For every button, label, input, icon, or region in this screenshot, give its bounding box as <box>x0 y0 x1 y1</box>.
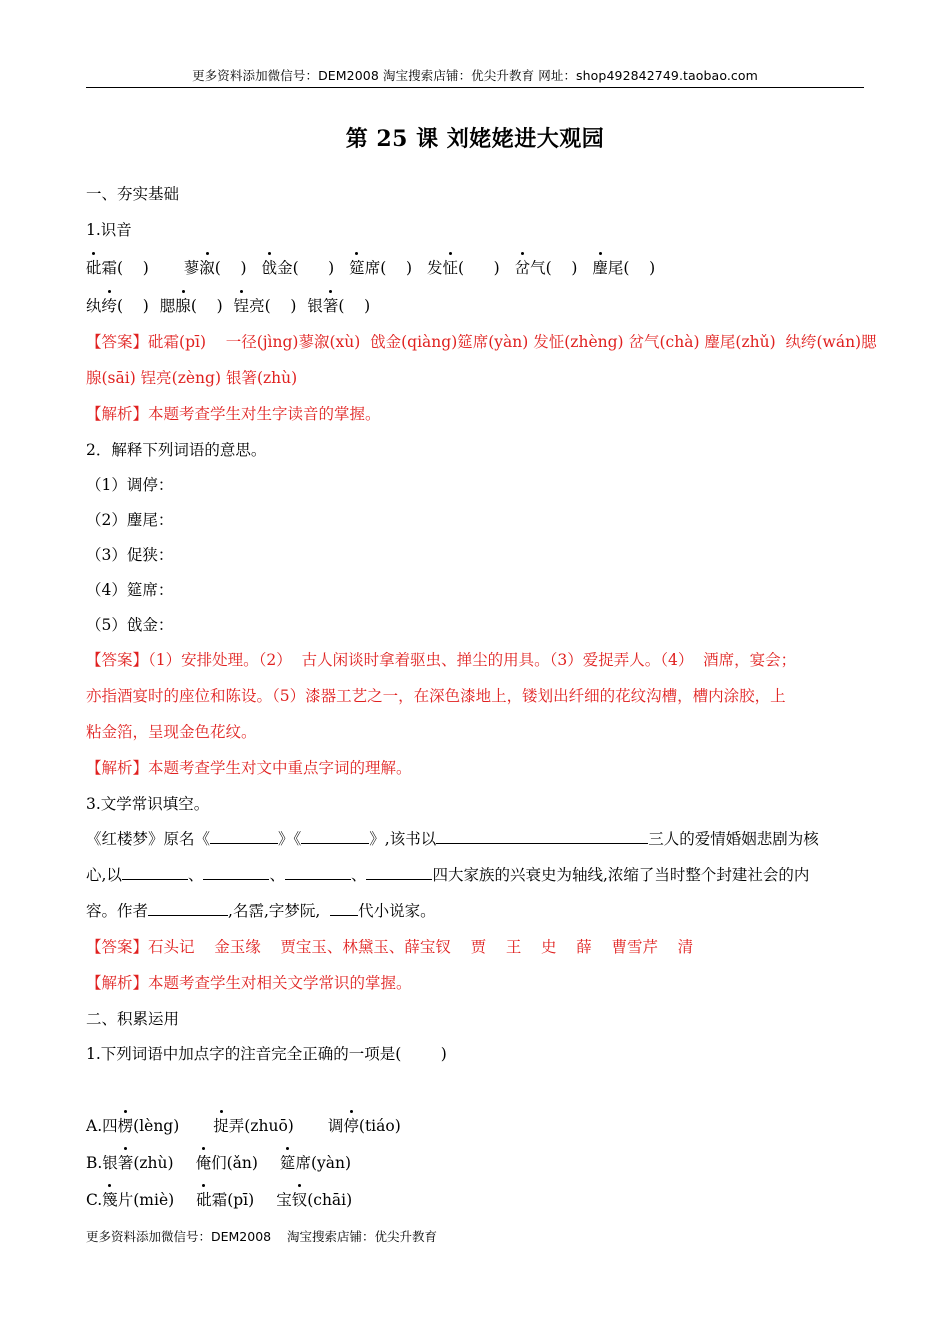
dotted-char: 砒 <box>196 1186 212 1214</box>
option-b[interactable]: B.银箸(zhù) 俺们(ǎn) 筵席(yàn) <box>86 1149 866 1186</box>
analysis-tag: 【解析】 <box>86 974 149 992</box>
fill-blank-line: 心,以 、 、 、 四大家族的兴衰史为轴线,浓缩了当时整个封建社会的内 <box>86 861 866 897</box>
answer-line: 腺(sāi) 锃亮(zèng) 银箸(zhù) <box>86 369 298 387</box>
option-a[interactable]: A.四楞(lèng) 捉弄(zhuō) 调停(tiáo) <box>86 1112 866 1149</box>
answer-line: 【答案】石头记 金玉缘 贾宝玉、林黛玉、薛宝钗 贾 王 史 薛 曹雪芹 清 <box>86 938 694 956</box>
blank[interactable] <box>366 863 432 880</box>
pinyin-row-2 <box>86 292 866 328</box>
word-item: 发怔( ) <box>427 259 500 277</box>
dotted-char: 钗 <box>292 1186 308 1214</box>
word-item: 筵席( ) <box>349 259 412 277</box>
word-item: 银箸( ) <box>307 297 370 315</box>
dotted-char: 箸 <box>118 1149 134 1177</box>
blank[interactable] <box>301 827 369 844</box>
dotted-char: 捉 <box>213 1112 229 1140</box>
pinyin-row-1 <box>86 254 866 290</box>
definition-item: （1）调停： <box>86 476 174 494</box>
dotted-char: 溆 <box>199 254 215 282</box>
word-item: 纨绔( ) <box>86 297 149 315</box>
word-item: 锃亮( ) <box>234 297 297 315</box>
analysis-tag: 【解析】 <box>86 759 149 777</box>
word-item: 蓼溆( ) <box>184 259 247 277</box>
dotted-char: 麈 <box>592 254 608 282</box>
dotted-char: 腺 <box>175 292 191 320</box>
analysis-line: 【解析】本题考查学生对相关文学常识的掌握。 <box>86 974 412 992</box>
blank[interactable] <box>210 827 278 844</box>
page-header: 更多资料添加微信号：DEM2008 淘宝搜索店铺：优尖升教育 网址：shop492842749.taobao.com <box>192 68 758 83</box>
answer-line: 【答案】（1）安排处理。（2） 古人闲谈时拿着驱虫、掸尘的用具。（3）爱捉弄人。（4） 酒席，宴会； <box>86 651 797 669</box>
dotted-char: 俺 <box>196 1149 212 1177</box>
dotted-char: 绔 <box>102 292 118 320</box>
blank[interactable] <box>122 863 188 880</box>
blank[interactable] <box>148 899 228 916</box>
question-title: 1.下列词语中加点字的注音完全正确的一项是( ) <box>86 1045 447 1063</box>
section-heading: 一、夯实基础 <box>86 185 180 203</box>
page-footer: 更多资料添加微信号：DEM2008 淘宝搜索店铺：优尖升教育 <box>86 1229 438 1244</box>
question-title: 1.识音 <box>86 221 132 239</box>
answer-tag: 【答案】 <box>86 333 149 351</box>
dotted-char: 锃 <box>234 292 250 320</box>
dotted-char: 戗 <box>262 254 278 282</box>
blank[interactable] <box>436 827 648 844</box>
dotted-char: 岔 <box>515 254 531 282</box>
header-divider <box>86 87 864 88</box>
section-heading: 二、积累运用 <box>86 1010 180 1028</box>
dotted-char: 箸 <box>323 292 339 320</box>
dotted-char: 停 <box>343 1112 359 1140</box>
answer-line: 亦指酒宴时的座位和陈设。（5）漆器工艺之一，在深色漆地上，镂划出纤细的花纹沟槽，槽内涂胶，上 <box>86 687 786 705</box>
answer-line: 粘金箔，呈现金色花纹。 <box>86 723 257 741</box>
blank[interactable] <box>330 899 358 916</box>
answer-tag: 【答案】 <box>86 938 149 956</box>
dotted-char: 砒 <box>86 254 102 282</box>
blank[interactable] <box>203 863 269 880</box>
dotted-char: 楞 <box>118 1112 134 1140</box>
fill-blank-line: 《红楼梦》原名《 》《 》,该书以 三人的爱情婚姻悲剧为核 <box>86 825 866 861</box>
question-title: 3.文学常识填空。 <box>86 795 210 813</box>
question-title: 2．解释下列词语的意思。 <box>86 441 267 459</box>
definition-item: （5）戗金： <box>86 616 174 634</box>
analysis-line: 【解析】本题考查学生对文中重点字词的理解。 <box>86 759 412 777</box>
definition-item: （2）麈尾： <box>86 511 174 529</box>
option-c[interactable]: C.篾片(miè) 砒霜(pī) 宝钗(chāi) <box>86 1186 866 1223</box>
dotted-char: 篾 <box>102 1186 118 1214</box>
definition-item: （3）促狭： <box>86 546 174 564</box>
analysis-tag: 【解析】 <box>86 405 149 423</box>
blank[interactable] <box>285 863 351 880</box>
definition-item: （4）筵席： <box>86 581 174 599</box>
lesson-title: 第 25 课 刘姥姥进大观园 <box>345 126 605 152</box>
word-item: 戗金( ) <box>262 259 335 277</box>
document-body <box>86 180 877 1223</box>
dotted-char: 筵 <box>280 1149 296 1177</box>
word-item: 砒霜( ) <box>86 259 149 277</box>
dotted-char: 怔 <box>442 254 458 282</box>
answer-tag: 【答案】 <box>86 651 149 669</box>
dotted-char: 筵 <box>349 254 365 282</box>
answer-line: 【答案】砒霜(pī) 一径(jìng)蓼溆(xù) 戗金(qiàng)筵席(yàn) 发怔(zhèng) 岔气(chà) 麈尾(zhǔ) 纨绔(wán)腮 <box>86 333 877 351</box>
word-item: 腮腺( ) <box>160 297 223 315</box>
word-item: 麈尾( ) <box>592 259 655 277</box>
word-item: 岔气( ) <box>515 259 578 277</box>
analysis-line: 【解析】本题考查学生对生字读音的掌握。 <box>86 405 381 423</box>
fill-blank-line: 容。作者 ,名霑,字梦阮, 代小说家。 <box>86 897 866 933</box>
